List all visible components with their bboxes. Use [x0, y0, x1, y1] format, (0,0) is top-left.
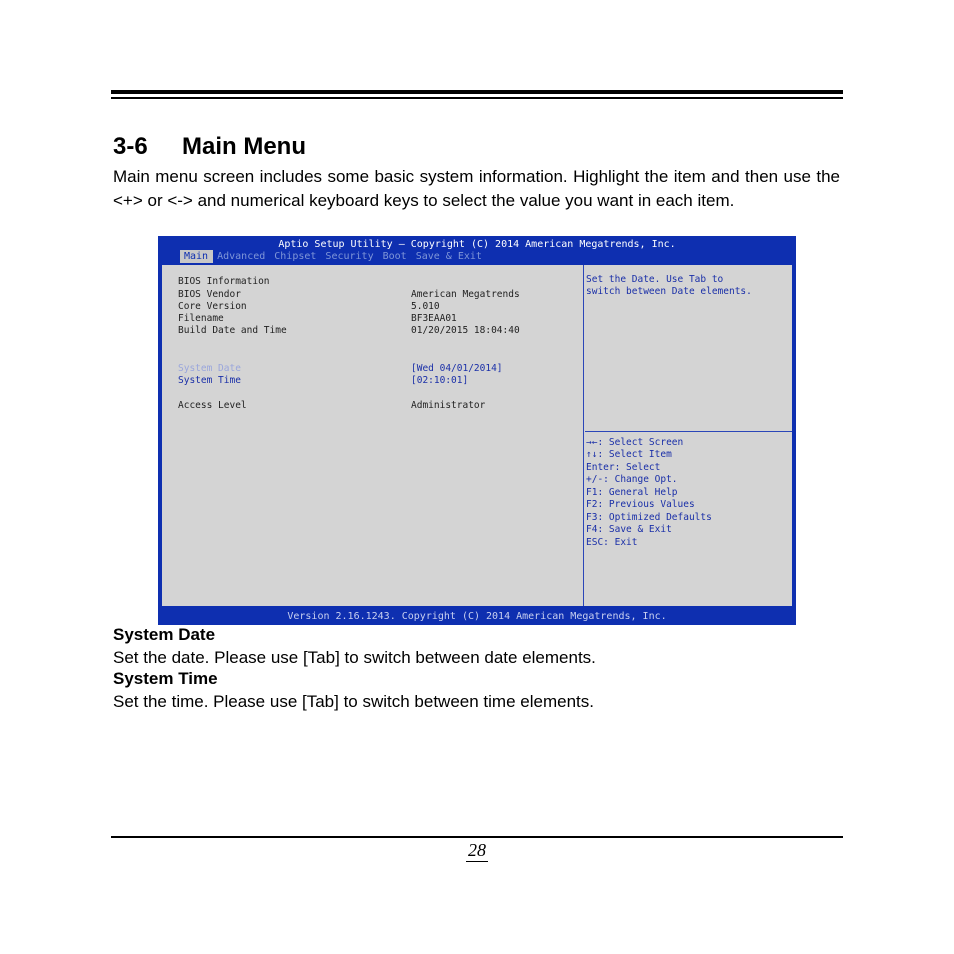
system-date-heading: System Date: [113, 625, 216, 644]
bios-filename-label: Filename: [178, 313, 224, 324]
bios-key-select-screen: →←: Select Screen: [586, 437, 684, 448]
bios-system-time-value[interactable]: [02:10:01]: [411, 375, 469, 386]
footer-rule: [111, 836, 843, 838]
bios-tab-security[interactable]: Security: [325, 251, 374, 262]
header-rule-thin: [111, 97, 843, 99]
bios-access-level-value: Administrator: [411, 400, 486, 411]
bios-footer-bar: Version 2.16.1243. Copyright (C) 2014 American Megatrends, Inc.: [287, 611, 667, 622]
bios-core-version-value: 5.010: [411, 301, 440, 312]
page-number: [0, 840, 954, 862]
bios-key-f2: F2: Previous Values: [586, 499, 695, 510]
bios-tab-boot[interactable]: Boot: [382, 251, 407, 262]
bios-system-date-value[interactable]: [Wed 04/01/2014]: [411, 363, 503, 374]
bios-help-line-2: switch between Date elements.: [586, 286, 752, 297]
bios-tab-chipset[interactable]: Chipset: [274, 251, 317, 262]
section-title-text: Main Menu: [182, 133, 306, 160]
system-time-heading: System Time: [113, 669, 218, 688]
bios-system-time-label[interactable]: System Time: [178, 375, 241, 386]
bios-tab-advanced[interactable]: Advanced: [217, 251, 266, 262]
bios-key-f3: F3: Optimized Defaults: [586, 512, 712, 523]
section-number: 3-6: [113, 133, 148, 160]
bios-build-date-label: Build Date and Time: [178, 325, 287, 336]
intro-paragraph: Main menu screen includes some basic system information. Highlight the item and then use the <+> or <-> and numerical keyboard keys to select the value you want in each item.: [113, 167, 840, 210]
bios-help-divider: [585, 431, 792, 432]
bios-screenshot: [158, 236, 796, 625]
section-title: [113, 133, 306, 161]
bios-core-version-label: Core Version: [178, 301, 247, 312]
bios-key-f4: F4: Save & Exit: [586, 524, 672, 535]
page-number-text: 28: [468, 840, 486, 860]
bios-filename-value: BF3EAA01: [411, 313, 457, 324]
system-time-text: Set the time. Please use [Tab] to switch between time elements.: [113, 692, 594, 711]
bios-key-change-opt: +/-: Change Opt.: [586, 474, 678, 485]
bios-vendor-value: American Megatrends: [411, 289, 520, 300]
bios-key-f1: F1: General Help: [586, 487, 678, 498]
bios-tab-save-exit[interactable]: Save & Exit: [415, 251, 482, 262]
header-rule-thick: [111, 90, 843, 94]
bios-main-panel: [161, 264, 793, 607]
bios-key-enter: Enter: Select: [586, 462, 661, 473]
bios-tab-bar: [180, 250, 487, 263]
bios-info-heading: BIOS Information: [178, 276, 270, 287]
bios-tab-main[interactable]: Main: [180, 250, 213, 263]
bios-key-select-item: ↑↓: Select Item: [586, 449, 672, 460]
bios-vendor-label: BIOS Vendor: [178, 289, 241, 300]
bios-help-line-1: Set the Date. Use Tab to: [586, 274, 724, 285]
bios-key-esc: ESC: Exit: [586, 537, 638, 548]
bios-panel-divider: [583, 265, 584, 606]
bios-title-bar: Aptio Setup Utility – Copyright (C) 2014 American Megatrends, Inc.: [278, 239, 676, 250]
bios-system-date-label[interactable]: System Date: [178, 363, 241, 374]
system-date-text: Set the date. Please use [Tab] to switch between date elements.: [113, 648, 596, 667]
bios-build-date-value: 01/20/2015 18:04:40: [411, 325, 520, 336]
bios-access-level-label: Access Level: [178, 400, 247, 411]
